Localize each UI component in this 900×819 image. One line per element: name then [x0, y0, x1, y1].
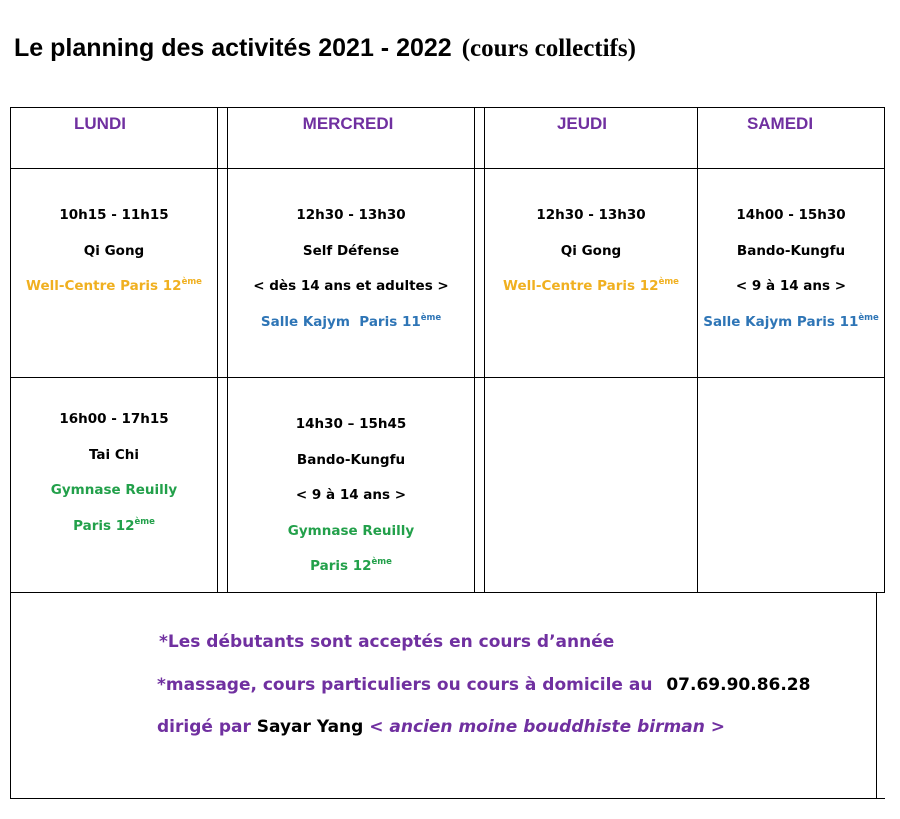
note-teacher	[157, 717, 725, 737]
col-divider-1a	[217, 107, 218, 593]
header-samedi: SAMEDI	[746, 114, 814, 133]
cell-mercredi-1	[228, 205, 474, 347]
row-divider	[10, 377, 885, 378]
teacher-name: Sayar Yang	[256, 717, 364, 737]
class-location-city: Paris 12ème	[73, 516, 155, 534]
class-location: Gymnase Reuilly	[287, 522, 415, 539]
notes-divider	[10, 592, 885, 593]
class-activity: Tai Chi	[88, 446, 140, 463]
class-activity: Bando-Kungfu	[736, 242, 846, 259]
class-location: Salle Kajym Paris 11ème	[260, 312, 442, 330]
cell-samedi-1	[698, 205, 884, 347]
class-activity: Qi Gong	[560, 242, 622, 259]
class-time: 14h00 - 15h30	[736, 207, 846, 223]
class-age: < 9 à 14 ans >	[295, 487, 407, 503]
cell-jeudi-1	[485, 205, 697, 312]
class-time: 16h00 - 17h15	[59, 411, 169, 427]
cell-mercredi-2	[228, 414, 474, 592]
teacher-description: < ancien moine bouddhiste birman >	[369, 717, 725, 737]
cell-lundi-2	[11, 409, 217, 551]
note-teacher-prefix: dirigé par	[157, 717, 251, 737]
col-divider-2a	[474, 107, 475, 593]
class-location: Well-Centre Paris 12ème	[503, 277, 679, 294]
class-location: Well-Centre Paris 12ème	[26, 277, 202, 294]
note-beginners: *Les débutants sont acceptés en cours d’année	[159, 632, 615, 652]
class-location-city: Paris 12ème	[310, 557, 392, 574]
class-location: Gymnase Reuilly	[50, 482, 178, 498]
class-time: 14h30 – 15h45	[295, 416, 407, 432]
table-border-right	[884, 107, 885, 593]
class-time: 12h30 - 13h30	[536, 207, 646, 223]
note-services-text: *massage, cours particuliers ou cours à domicile au	[157, 675, 653, 695]
cell-lundi-1	[11, 205, 217, 312]
header-jeudi: JEUDI	[556, 114, 608, 133]
class-activity: Bando-Kungfu	[296, 451, 406, 468]
notes-border-right	[876, 592, 877, 799]
header-mercredi: MERCREDI	[302, 114, 394, 133]
phone-number: 07.69.90.86.28	[666, 675, 811, 695]
note-services	[157, 675, 810, 695]
class-age: < dès 14 ans et adultes >	[253, 278, 449, 294]
col-divider-2b	[484, 107, 485, 593]
title-text: Le planning des activités 2021 - 2022	[14, 34, 452, 62]
class-time: 12h30 - 13h30	[296, 207, 406, 223]
header-divider	[10, 168, 885, 169]
class-time: 10h15 - 11h15	[59, 207, 169, 223]
title-subtitle: (cours collectifs)	[461, 35, 636, 62]
header-lundi: LUNDI	[74, 114, 126, 133]
col-divider-3	[697, 107, 698, 593]
class-activity: Qi Gong	[83, 242, 145, 259]
table-border-bottom	[10, 798, 885, 799]
class-activity: Self Défense	[302, 242, 400, 259]
page-title	[14, 34, 636, 63]
table-border-top	[10, 107, 885, 108]
class-location: Salle Kajym Paris 11ème	[703, 312, 879, 330]
class-age: < 9 à 14 ans >	[735, 278, 847, 294]
